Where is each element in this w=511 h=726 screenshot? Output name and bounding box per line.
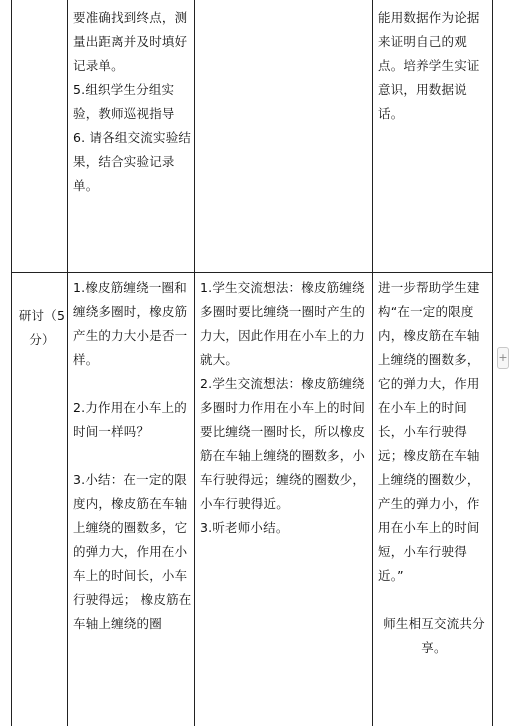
teacher-activity-2: 2.力作用在小车上的时间一样吗？ [73,400,187,439]
design-intent-1: 进一步帮助学生建构“在一定的限度内，橡皮筋在车轴上缠绕的圈数多，它的弹力大，作用在小车上的时间长，小车行驶得远；橡皮筋在车轴上缠绕的圈数少，产生的弹力小，作用在小车上的时间短，小车行驶得近。” [378,280,480,583]
teacher-activity-cell [73,276,193,636]
student-activity-2: 2.学生交流想法：橡皮筋缠绕多圈时力作用在小车上的时间要比缠绕一圈时长，所以橡皮筋在车轴上缠绕的圈数多，小车行驶得远；缠绕的圈数少，小车行驶得近。 [200,376,366,511]
table-border-col3 [372,0,373,726]
design-intent-2: 师生相互交流共分享。 [383,616,485,655]
student-activity-cell [200,276,370,540]
teacher-activity-3: 3.小结：在一定的限度内，橡皮筋在车轴上缠绕的圈数多，它的弹力大，作用在小车上的时间长，小车行驶得远； 橡皮筋在车轴上缠绕的圈 [73,472,192,631]
top-row-intent-text: 能用数据作为论据来证明自己的观点。培养学生实证意识，用数据说话。 [378,10,480,121]
stage-label: 研讨（5分） [18,308,66,347]
top-row-process-text-3: 6. 请各组交流实验结果，结合实验记录单。 [73,130,192,193]
expand-button[interactable] [497,347,509,369]
design-intent-cell [378,276,490,660]
table-border-left [11,0,12,726]
student-activity-1: 1.学生交流想法：橡皮筋缠绕多圈时要比缠绕一圈时产生的力大，因此作用在小车上的力就大。 [200,280,366,367]
plus-icon: + [498,351,508,364]
top-row-process-cell [73,6,193,198]
table-border-col2 [194,0,195,726]
teacher-activity-1: 1.橡皮筋缠绕一圈和缠绕多圈时，橡皮筋产生的力大小是否一样。 [73,280,188,367]
student-activity-3: 3.听老师小结。 [200,520,289,535]
table-border-right [492,0,493,726]
stage-label-cell [18,304,66,352]
top-row-process-text-2: 5.组织学生分组实验，教师巡视指导 [73,82,175,121]
top-row-process-text-1: 要准确找到终点，测量出距离并及时填好记录单。 [73,10,188,73]
table-row-divider [11,272,492,273]
top-row-intent-cell [378,6,490,126]
table-border-col1 [67,0,68,726]
